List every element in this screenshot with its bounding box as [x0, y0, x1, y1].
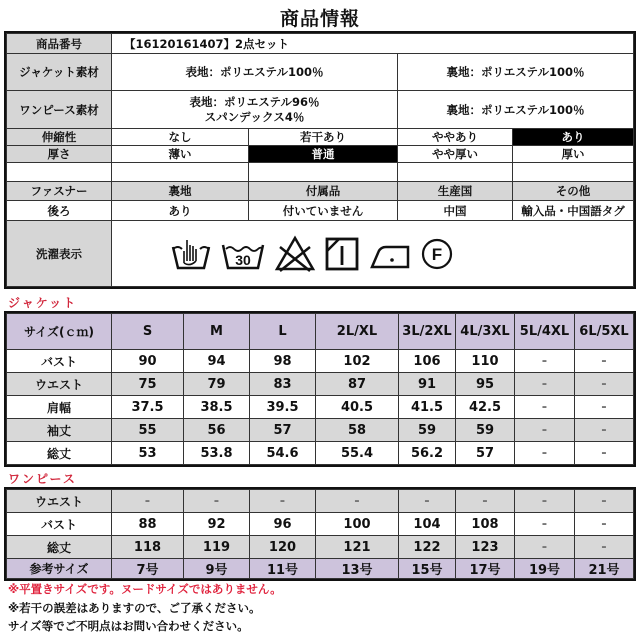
dress-size-table	[6, 489, 634, 579]
table-cell: 7号	[112, 559, 184, 579]
table-row	[7, 350, 634, 373]
dress-material-lining: 裏地：ポリエステル100％	[398, 91, 634, 129]
spacer-cell	[398, 163, 513, 182]
table-cell: 75	[112, 373, 184, 396]
table-cell: -	[575, 442, 634, 465]
jacket-header-l: L	[250, 314, 316, 350]
attr-header-zipper: ファスナー	[7, 182, 112, 201]
spacer-cell	[249, 163, 398, 182]
table-cell: 123	[456, 536, 515, 559]
low-iron-icon	[368, 237, 412, 271]
product-info-table	[6, 33, 634, 287]
wash-temp-text: 30	[235, 251, 251, 268]
row-label: 総丈	[7, 536, 112, 559]
table-cell: 59	[456, 419, 515, 442]
dry-clean-f-icon	[420, 237, 454, 271]
table-cell: 58	[316, 419, 399, 442]
table-cell: 39.5	[250, 396, 316, 419]
table-cell: 122	[399, 536, 456, 559]
table-cell: 54.6	[250, 442, 316, 465]
table-cell: 120	[250, 536, 316, 559]
row-label: 肩幅	[7, 396, 112, 419]
product-number-label: 商品番号	[7, 34, 112, 54]
table-cell: 90	[112, 350, 184, 373]
table-row	[7, 442, 634, 465]
table-row	[7, 513, 634, 536]
jacket-header-5l: 5L/4XL	[515, 314, 575, 350]
table-cell: 17号	[456, 559, 515, 579]
table-cell: -	[112, 490, 184, 513]
table-cell: 40.5	[316, 396, 399, 419]
table-cell: 56	[184, 419, 250, 442]
shade-dry-icon	[324, 236, 360, 272]
attr-value-accessories: 付いていません	[249, 201, 398, 221]
jacket-header-3l: 3L/2XL	[399, 314, 456, 350]
table-cell: 87	[316, 373, 399, 396]
table-cell: 94	[184, 350, 250, 373]
dress-material-outer-line2: スパンデックス4％	[204, 109, 305, 124]
table-cell: -	[250, 490, 316, 513]
jacket-header-s: S	[112, 314, 184, 350]
table-cell: 104	[399, 513, 456, 536]
table-cell: 11号	[250, 559, 316, 579]
table-cell: -	[515, 442, 575, 465]
note-tolerance: ※若干の誤差はありますので、ご了承ください。	[8, 601, 261, 615]
jacket-header-m: M	[184, 314, 250, 350]
spacer-cell	[112, 163, 249, 182]
dress-material-label: ワンピース素材	[7, 91, 112, 129]
attr-header-lining: 裏地	[112, 182, 249, 201]
table-cell: 121	[316, 536, 399, 559]
spacer-cell	[513, 163, 634, 182]
attr-value-origin: 中国	[398, 201, 513, 221]
svg-text:F: F	[431, 244, 443, 264]
table-cell: 79	[184, 373, 250, 396]
table-cell: 100	[316, 513, 399, 536]
table-cell: -	[575, 373, 634, 396]
jacket-header-6l: 6L/5XL	[575, 314, 634, 350]
table-cell: 57	[456, 442, 515, 465]
table-cell: 108	[456, 513, 515, 536]
table-cell: -	[456, 490, 515, 513]
table-cell: -	[515, 513, 575, 536]
table-cell: -	[515, 396, 575, 419]
table-cell: 110	[456, 350, 515, 373]
thickness-option-thick: 厚い	[513, 146, 634, 163]
table-cell: 9号	[184, 559, 250, 579]
row-label: 参考サイズ	[7, 559, 112, 579]
jacket-header-4l: 4L/3XL	[456, 314, 515, 350]
jacket-header-2l: 2L/XL	[316, 314, 399, 350]
dress-material-outer	[112, 91, 398, 129]
thickness-option-normal-selected: 普通	[249, 146, 398, 163]
table-cell: -	[575, 350, 634, 373]
table-cell: 38.5	[184, 396, 250, 419]
no-bleach-icon	[274, 235, 316, 273]
table-cell: 53.8	[184, 442, 250, 465]
table-cell: -	[575, 513, 634, 536]
thickness-label: 厚さ	[7, 146, 112, 163]
wash-30-icon	[220, 237, 266, 271]
row-label: ウエスト	[7, 490, 112, 513]
dress-section-title: ワンピース	[8, 472, 77, 486]
jacket-material-lining: 裏地：ポリエステル100％	[398, 54, 634, 91]
table-cell: -	[316, 490, 399, 513]
table-cell: 41.5	[399, 396, 456, 419]
table-row	[7, 536, 634, 559]
stretch-option-slight: 若干あり	[249, 129, 398, 146]
row-label: バスト	[7, 350, 112, 373]
table-cell: 92	[184, 513, 250, 536]
table-cell: -	[399, 490, 456, 513]
table-cell: 13号	[316, 559, 399, 579]
note-flat-measurement: ※平置きサイズです。ヌードサイズではありません。	[8, 582, 282, 596]
hand-wash-icon	[170, 237, 212, 271]
table-cell: -	[184, 490, 250, 513]
table-cell: -	[575, 536, 634, 559]
table-cell: 42.5	[456, 396, 515, 419]
jacket-section-title: ジャケット	[8, 296, 78, 310]
table-cell: 19号	[515, 559, 575, 579]
stretch-label: 伸縮性	[7, 129, 112, 146]
row-label: 袖丈	[7, 419, 112, 442]
table-cell: 57	[250, 419, 316, 442]
table-cell: -	[575, 419, 634, 442]
attr-value-zipper: 後ろ	[7, 201, 112, 221]
table-row-reference-size	[7, 559, 634, 579]
table-cell: 96	[250, 513, 316, 536]
table-cell: -	[575, 396, 634, 419]
attr-value-lining: あり	[112, 201, 249, 221]
table-cell: 37.5	[112, 396, 184, 419]
table-cell: 118	[112, 536, 184, 559]
table-cell: 59	[399, 419, 456, 442]
table-cell: 83	[250, 373, 316, 396]
table-cell: 88	[112, 513, 184, 536]
table-cell: 102	[316, 350, 399, 373]
table-cell: 55	[112, 419, 184, 442]
table-row	[7, 396, 634, 419]
table-row	[7, 490, 634, 513]
jacket-material-outer: 表地：ポリエステル100％	[112, 54, 398, 91]
jacket-header-size: サイズ(ｃｍ)	[7, 314, 112, 350]
attr-header-origin: 生産国	[398, 182, 513, 201]
note-contact: サイズ等でご不明点はお問い合わせください。	[8, 619, 249, 633]
table-row	[7, 373, 634, 396]
jacket-size-table	[6, 313, 634, 465]
table-cell: 119	[184, 536, 250, 559]
product-number-value: 【16120161407】2点セット	[112, 34, 634, 54]
row-label: 総丈	[7, 442, 112, 465]
table-cell: 15号	[399, 559, 456, 579]
thickness-option-thin: 薄い	[112, 146, 249, 163]
stretch-option-none: なし	[112, 129, 249, 146]
attr-header-other: その他	[513, 182, 634, 201]
table-cell: -	[515, 373, 575, 396]
table-cell: 55.4	[316, 442, 399, 465]
row-label: バスト	[7, 513, 112, 536]
stretch-option-some: ややあり	[398, 129, 513, 146]
stretch-option-yes-selected: あり	[513, 129, 634, 146]
thickness-option-slightly-thick: やや厚い	[398, 146, 513, 163]
table-cell: 21号	[575, 559, 634, 579]
dress-material-outer-line1: 表地：ポリエステル96％	[189, 94, 320, 109]
care-label: 洗濯表示	[7, 221, 112, 287]
spacer-cell	[7, 163, 112, 182]
table-cell: 91	[399, 373, 456, 396]
table-cell: -	[515, 490, 575, 513]
table-cell: 56.2	[399, 442, 456, 465]
table-cell: -	[515, 536, 575, 559]
table-cell: 98	[250, 350, 316, 373]
care-icons-cell	[112, 221, 634, 287]
table-cell: -	[515, 350, 575, 373]
row-label: ウエスト	[7, 373, 112, 396]
table-cell: 106	[399, 350, 456, 373]
table-row	[7, 419, 634, 442]
table-cell: -	[575, 490, 634, 513]
attr-header-accessories: 付属品	[249, 182, 398, 201]
page-title: 商品情報	[279, 8, 360, 30]
table-cell: 95	[456, 373, 515, 396]
table-cell: -	[515, 419, 575, 442]
table-cell: 53	[112, 442, 184, 465]
attr-value-other: 輸入品・中国語タグ	[513, 201, 634, 221]
jacket-material-label: ジャケット素材	[7, 54, 112, 91]
